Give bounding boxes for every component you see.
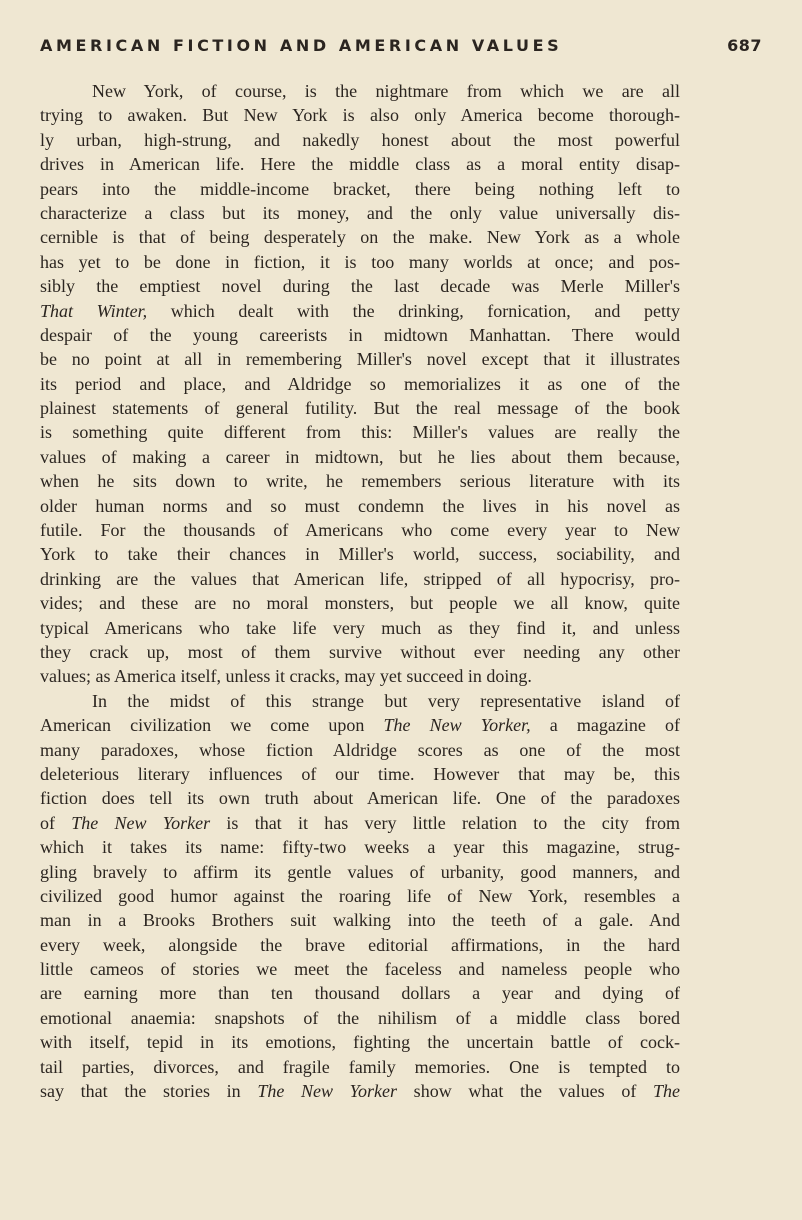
text-line: characterize a class but its money, and the only value universally dis- bbox=[40, 202, 680, 223]
running-head bbox=[40, 36, 762, 60]
text-line: many paradoxes, whose fiction Aldridge scores as one of the most bbox=[40, 739, 680, 760]
paragraph bbox=[40, 689, 680, 1104]
text-line: emotional anaemia: snapshots of the nihilism of a middle class bored bbox=[40, 1007, 680, 1028]
text-line: its period and place, and Aldridge so memorializes it as one of the bbox=[40, 373, 680, 394]
italic-title: The New Yorker, bbox=[383, 715, 531, 736]
text-line: values; as America itself, unless it cracks, may yet succeed in doing. bbox=[40, 666, 532, 687]
text-line: cernible is that of being desperately on the make. New York as a whole bbox=[40, 227, 680, 248]
text-line: despair of the young careerists in midtown Manhattan. There would bbox=[40, 324, 680, 345]
text-line: they crack up, most of them survive without ever needing any other bbox=[40, 641, 680, 662]
text-line: drinking are the values that American life, stripped of all hypocrisy, pro- bbox=[40, 568, 680, 589]
text-line: trying to awaken. But New York is also only America become thorough- bbox=[40, 105, 680, 126]
italic-title: The bbox=[653, 1081, 680, 1102]
body-text bbox=[40, 79, 680, 1103]
text-line: sibly the emptiest novel during the last decade was Merle Miller's bbox=[40, 276, 680, 297]
italic-title: That Winter, bbox=[40, 300, 148, 321]
text-line: say that the stories in The New Yorker show what the values of The bbox=[40, 1081, 680, 1102]
text-line: gling bravely to affirm its gentle values of urbanity, good manners, and bbox=[40, 861, 680, 882]
italic-title: The New Yorker bbox=[257, 1081, 398, 1102]
text-line: pears into the middle-income bracket, there being nothing left to bbox=[40, 178, 680, 199]
text-line: is something quite different from this: Miller's values are really the bbox=[40, 422, 680, 443]
text-line: deleterious literary influences of our time. However that may be, this bbox=[40, 763, 680, 784]
text-line: drives in American life. Here the middle class as a moral entity disap- bbox=[40, 154, 680, 175]
text-line: That Winter, which dealt with the drinking, fornication, and petty bbox=[40, 300, 680, 321]
text-line: vides; and these are no moral monsters, but people we all know, quite bbox=[40, 593, 680, 614]
text-line: of The New Yorker is that it has very little relation to the city from bbox=[40, 812, 680, 833]
running-title: AMERICAN FICTION AND AMERICAN VALUES bbox=[40, 36, 563, 55]
text-line: when he sits down to write, he remembers serious literature with its bbox=[40, 471, 680, 492]
text-line: with itself, tepid in its emotions, fighting the uncertain battle of cock- bbox=[40, 1032, 680, 1053]
text-line: fiction does tell its own truth about American life. One of the paradoxes bbox=[40, 788, 680, 809]
text-line: has yet to be done in fiction, it is too many worlds at once; and pos- bbox=[40, 251, 680, 272]
text-line: In the midst of this strange but very representative island of bbox=[92, 690, 680, 711]
text-line: every week, alongside the brave editorial affirmations, in the hard bbox=[40, 934, 680, 955]
text-line: American civilization we come upon The New Yorker, a magazine of bbox=[40, 715, 680, 736]
text-line: be no point at all in remembering Miller's novel except that it illustrates bbox=[40, 349, 680, 370]
text-line: little cameos of stories we meet the faceless and nameless people who bbox=[40, 959, 680, 980]
italic-title: The New Yorker bbox=[71, 812, 211, 833]
text-line: New York, of course, is the nightmare from which we are all bbox=[92, 81, 680, 101]
text-line: man in a Brooks Brothers suit walking into the teeth of a gale. And bbox=[40, 910, 680, 931]
text-line: ly urban, high-strung, and nakedly honest about the most powerful bbox=[40, 129, 680, 150]
text-line: are earning more than ten thousand dollars a year and dying of bbox=[40, 983, 680, 1004]
text-line: plainest statements of general futility. But the real message of the book bbox=[40, 398, 680, 419]
text-line: which it takes its name: fifty-two weeks a year this magazine, strug- bbox=[40, 837, 680, 858]
text-line: values of making a career in midtown, but he lies about them because, bbox=[40, 446, 680, 467]
text-line: typical Americans who take life very much as they find it, and unless bbox=[40, 617, 680, 638]
text-line: older human norms and so must condemn the lives in his novel as bbox=[40, 495, 680, 516]
paragraph bbox=[40, 79, 680, 689]
text-line: civilized good humor against the roaring life of New York, resembles a bbox=[40, 885, 680, 906]
page-number: 687 bbox=[727, 36, 762, 55]
text-line: York to take their chances in Miller's world, success, sociability, and bbox=[40, 544, 680, 565]
text-line: tail parties, divorces, and fragile family memories. One is tempted to bbox=[40, 1056, 680, 1077]
text-line: futile. For the thousands of Americans who come every year to New bbox=[40, 520, 680, 541]
